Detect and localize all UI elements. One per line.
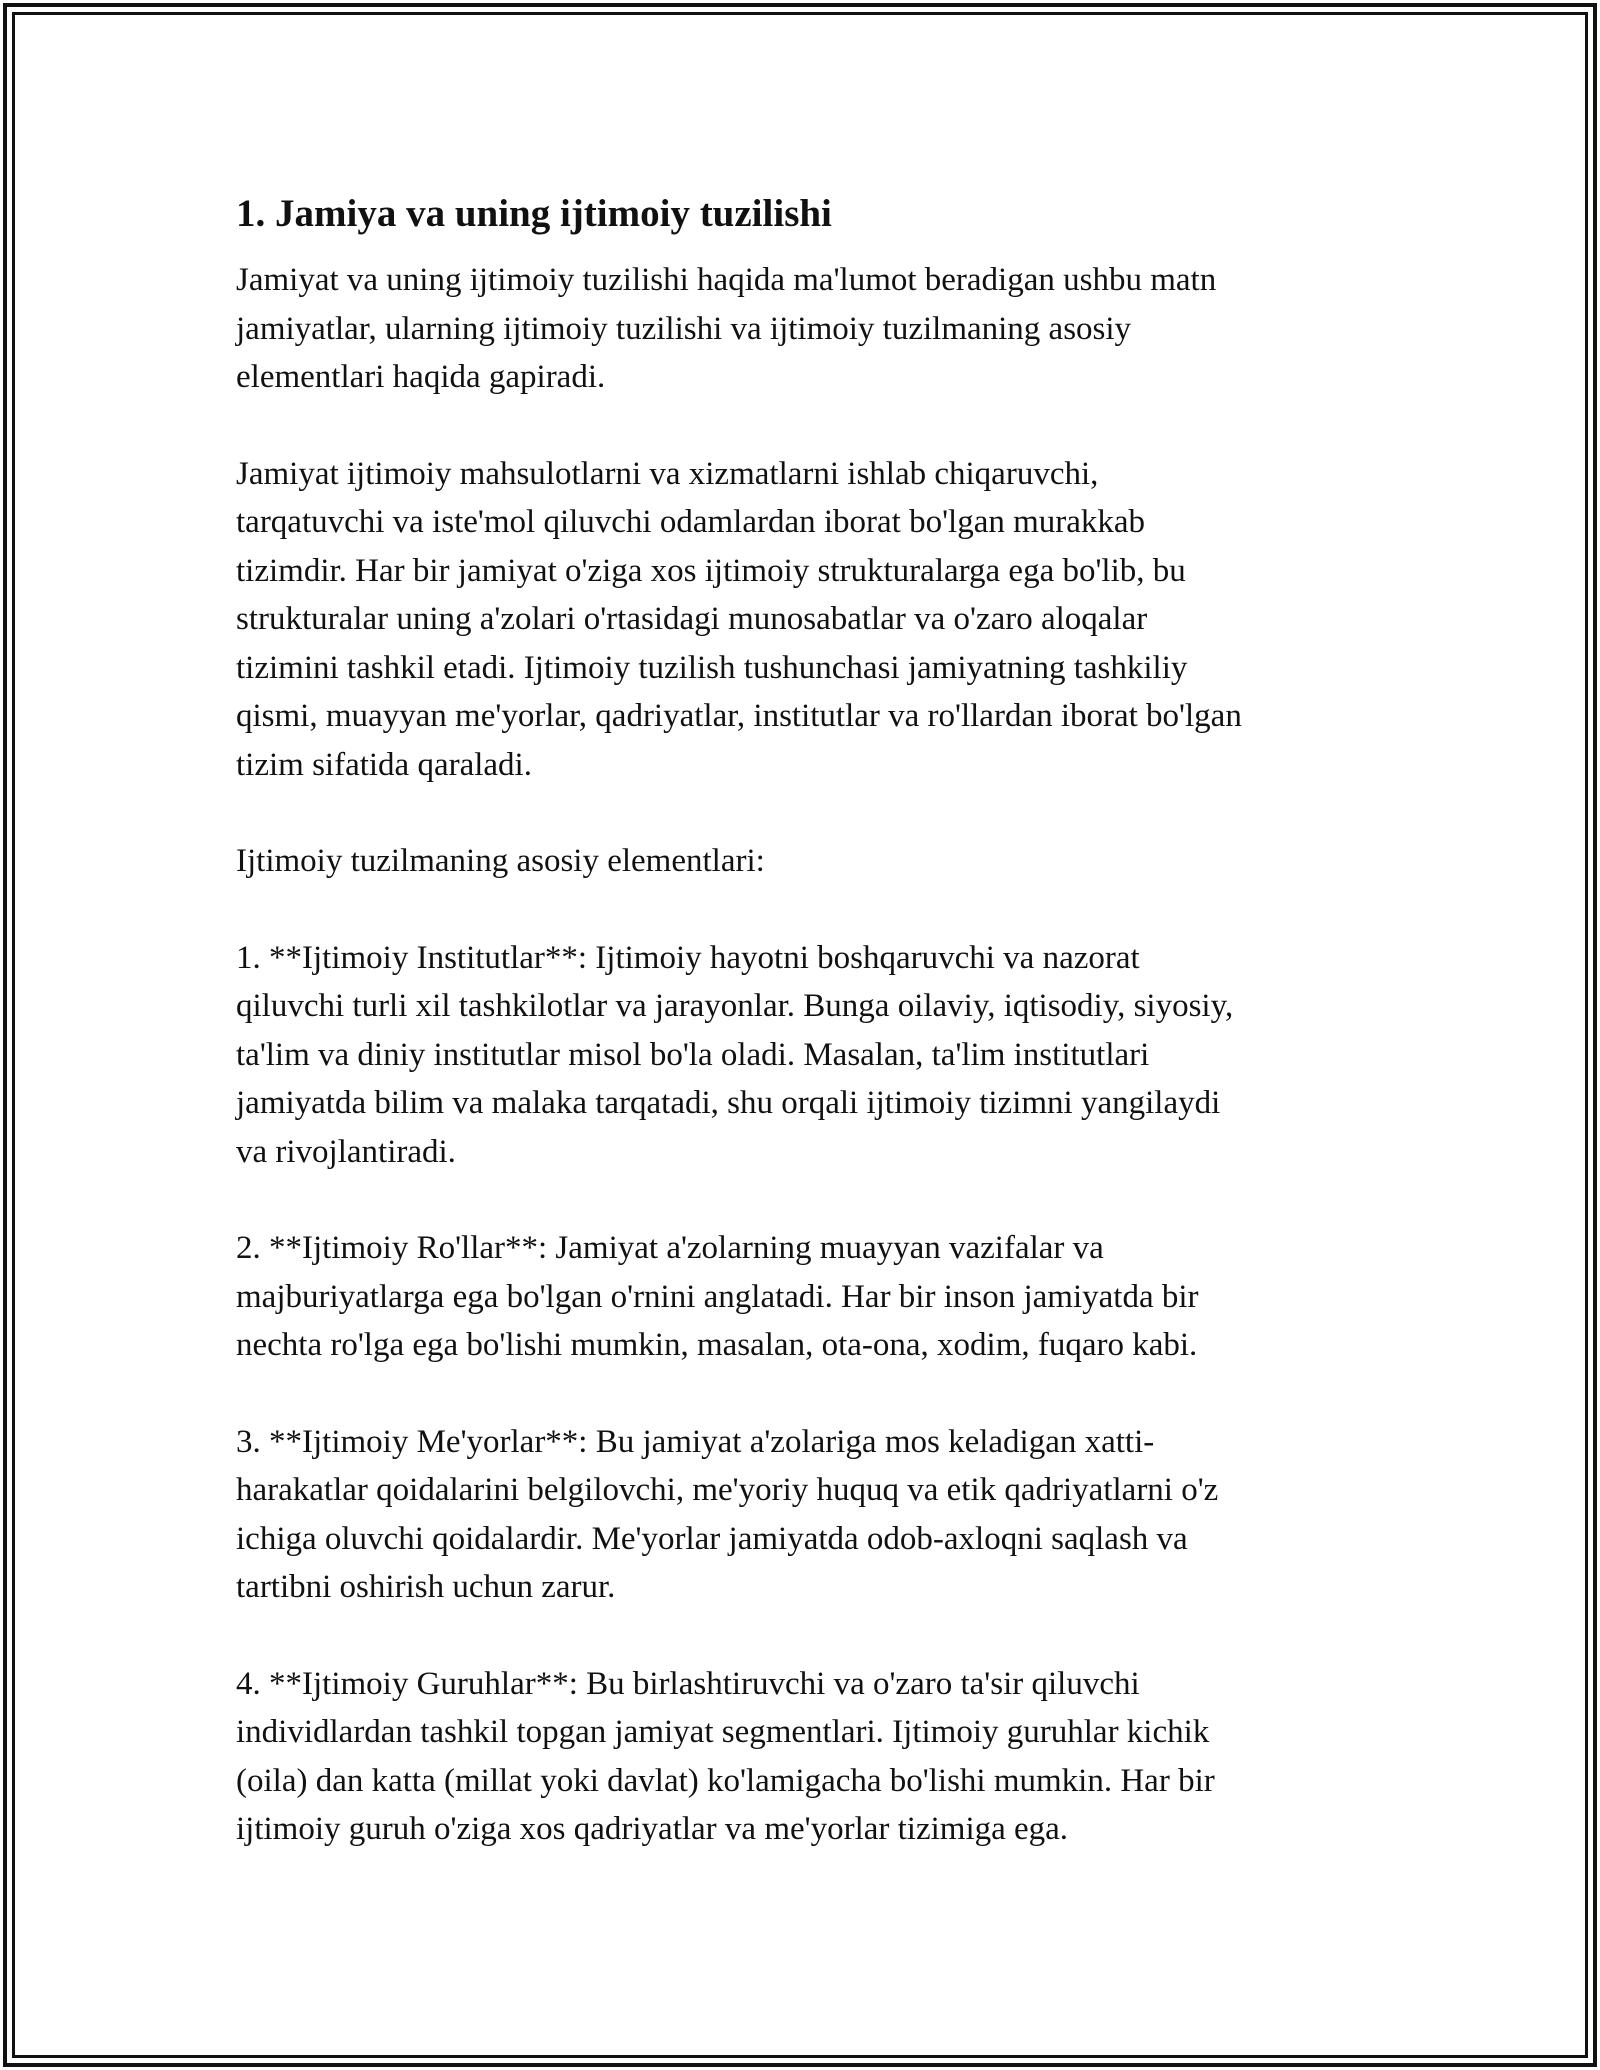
list-item-norms: 3. **Ijtimoiy Me'yorlar**: Bu jamiyat a'zolariga mos keladigan xatti- harakatlar qoidalarini belgilovchi, me'yoriy huquq va etik qadriyatlarni o'z ichiga oluvchi qoidalardir. Me'yorlar jamiyatda odob-axloqni saqlash va tartibni oshirish uchun zarur.	[236, 1423, 1219, 1605]
intro-paragraph: Jamiyat va uning ijtimoiy tuzilishi haqida ma'lumot beradigan ushbu matn jamiyatlar, ularning ijtimoiy tuzilishi va ijtimoiy tuzilmaning asosiy elementlari haqida gapiradi.	[236, 262, 1217, 395]
list-item-institutions: 1. **Ijtimoiy Institutlar**: Ijtimoiy hayotni boshqaruvchi va nazorat qiluvchi turli xil tashkilotlar va jarayonlar. Bunga oilaviy, iqtisodiy, siyosiy, ta'lim va diniy institutlar misol bo'la oladi. Masalan, ta'lim institutlari jamiyatda bilim va malaka tarqatadi, shu orqali ijtimoiy tizimni yangilaydi va rivojlantiradi.	[236, 939, 1234, 1170]
document-title: 1. Jamiya va uning ijtimoiy tuzilishi	[236, 192, 832, 235]
elements-heading-paragraph: Ijtimoiy tuzilmaning asosiy elementlari:	[236, 843, 765, 879]
document-body	[236, 188, 1366, 1902]
society-definition-paragraph: Jamiyat ijtimoiy mahsulotlarni va xizmatlarni ishlab chiqaruvchi, tarqatuvchi va iste'mol qiluvchi odamlardan iborat bo'lgan murakkab tizimdir. Har bir jamiyat o'ziga xos ijtimoiy strukturalarga ega bo'lib, bu strukturalar uning a'zolari o'rtasidagi munosabatlar va o'zaro aloqalar tizimini tashkil etadi. Ijtimoiy tuzilish tushunchasi jamiyatning tashkiliy qismi, muayyan me'yorlar, qadriyatlar, institutlar va ro'llardan iborat bo'lgan tizim sifatida qaraladi.	[236, 455, 1242, 783]
list-item-roles: 2. **Ijtimoiy Ro'llar**: Jamiyat a'zolarning muayyan vazifalar va majburiyatlarga ega bo'lgan o'rnini anglatadi. Har bir inson jamiyatda bir nechta ro'lga ega bo'lishi mumkin, masalan, ota-ona, xodim, fuqaro kabi.	[236, 1230, 1199, 1363]
list-item-groups: 4. **Ijtimoiy Guruhlar**: Bu birlashtiruvchi va o'zaro ta'sir qiluvchi individlardan tashkil topgan jamiyat segmentlari. Ijtimoiy guruhlar kichik (oila) dan katta (millat yoki davlat) ko'lamigacha bo'lishi mumkin. Har bir ijtimoiy guruh o'ziga xos qadriyatlar va me'yorlar tizimiga ega.	[236, 1665, 1215, 1847]
